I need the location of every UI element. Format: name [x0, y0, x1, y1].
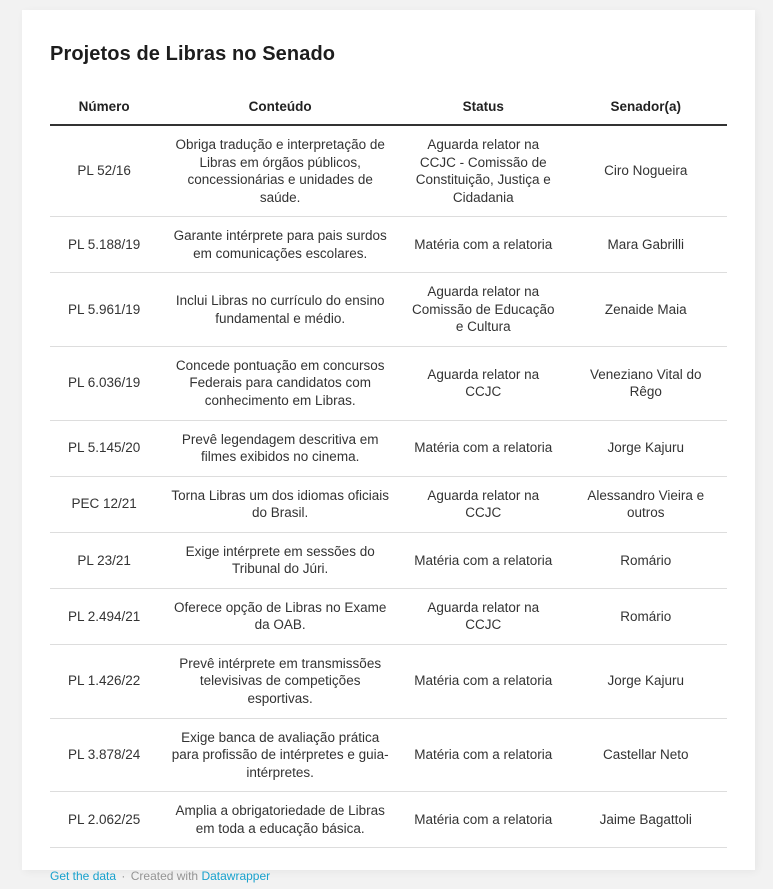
- cell-numero: PL 3.878/24: [50, 718, 158, 792]
- cell-numero: PL 5.961/19: [50, 273, 158, 347]
- cell-status: Matéria com a relatoria: [402, 792, 564, 848]
- cell-numero: PL 5.188/19: [50, 217, 158, 273]
- table-row: [50, 532, 727, 588]
- column-header-senador: Senador(a): [565, 93, 728, 125]
- column-header-numero: Número: [50, 93, 158, 125]
- cell-status: Matéria com a relatoria: [402, 420, 564, 476]
- cell-senador: Zenaide Maia: [565, 273, 728, 347]
- cell-status: Aguarda relator na CCJC: [402, 476, 564, 532]
- cell-status: Aguarda relator na Comissão de Educação e Cultura: [402, 273, 564, 347]
- table-row: [50, 217, 727, 273]
- cell-conteudo: Torna Libras um dos idiomas oficiais do Brasil.: [158, 476, 402, 532]
- chart-title: Projetos de Libras no Senado: [50, 43, 336, 65]
- cell-senador: Jorge Kajuru: [565, 420, 728, 476]
- cell-conteudo: Oferece opção de Libras no Exame da OAB.: [158, 588, 402, 644]
- cell-status: Aguarda relator na CCJC - Comissão de Constituição, Justiça e Cidadania: [402, 125, 564, 217]
- table-row: [50, 476, 727, 532]
- datawrapper-link[interactable]: Datawrapper: [201, 869, 271, 884]
- cell-senador: Veneziano Vital do Rêgo: [565, 346, 728, 420]
- cell-conteudo: Prevê legendagem descritiva em filmes exibidos no cinema.: [158, 420, 402, 476]
- cell-senador: Castellar Neto: [565, 718, 728, 792]
- cell-status: Matéria com a relatoria: [402, 532, 564, 588]
- footer-separator: ·: [121, 869, 126, 884]
- footer: [50, 869, 727, 883]
- cell-numero: PL 2.062/25: [50, 792, 158, 848]
- cell-status: Matéria com a relatoria: [402, 718, 564, 792]
- cell-status: Aguarda relator na CCJC: [402, 346, 564, 420]
- get-the-data-link[interactable]: Get the data: [50, 869, 117, 884]
- column-header-status: Status: [402, 93, 564, 125]
- cell-status: Aguarda relator na CCJC: [402, 588, 564, 644]
- table-row: [50, 644, 727, 718]
- cell-numero: PL 2.494/21: [50, 588, 158, 644]
- cell-senador: Jorge Kajuru: [565, 644, 728, 718]
- table-row: [50, 588, 727, 644]
- cell-numero: PEC 12/21: [50, 476, 158, 532]
- cell-conteudo: Garante intérprete para pais surdos em comunicações escolares.: [158, 217, 402, 273]
- cell-senador: Mara Gabrilli: [565, 217, 728, 273]
- cell-numero: PL 23/21: [50, 532, 158, 588]
- table-row: [50, 792, 727, 848]
- table-row: [50, 718, 727, 792]
- table-header: [50, 93, 727, 125]
- cell-numero: PL 52/16: [50, 125, 158, 217]
- cell-conteudo: Exige intérprete em sessões do Tribunal do Júri.: [158, 532, 402, 588]
- cell-numero: PL 1.426/22: [50, 644, 158, 718]
- cell-senador: Romário: [565, 588, 728, 644]
- cell-conteudo: Obriga tradução e interpretação de Libras em órgãos públicos, concessionárias e unidades de saúde.: [158, 125, 402, 217]
- table-row: [50, 273, 727, 347]
- cell-status: Matéria com a relatoria: [402, 217, 564, 273]
- cell-numero: PL 6.036/19: [50, 346, 158, 420]
- cell-conteudo: Concede pontuação em concursos Federais para candidatos com conhecimento em Libras.: [158, 346, 402, 420]
- cell-senador: Jaime Bagattoli: [565, 792, 728, 848]
- column-header-conteudo: Conteúdo: [158, 93, 402, 125]
- datawrapper-card: [22, 10, 755, 884]
- table-body: [50, 125, 727, 848]
- table-row: [50, 420, 727, 476]
- cell-numero: PL 5.145/20: [50, 420, 158, 476]
- cell-status: Matéria com a relatoria: [402, 644, 564, 718]
- cell-conteudo: Inclui Libras no currículo do ensino fundamental e médio.: [158, 273, 402, 347]
- cell-conteudo: Prevê intérprete em transmissões televisivas de competições esportivas.: [158, 644, 402, 718]
- cell-senador: Alessandro Vieira e outros: [565, 476, 728, 532]
- table-row: [50, 125, 727, 217]
- cell-conteudo: Amplia a obrigatoriedade de Libras em toda a educação básica.: [158, 792, 402, 848]
- created-with-label: Created with: [130, 869, 199, 884]
- projects-table: [50, 93, 727, 848]
- cell-senador: Ciro Nogueira: [565, 125, 728, 217]
- table-row: [50, 346, 727, 420]
- cell-conteudo: Exige banca de avaliação prática para profissão de intérpretes e guia-intérpretes.: [158, 718, 402, 792]
- cell-senador: Romário: [565, 532, 728, 588]
